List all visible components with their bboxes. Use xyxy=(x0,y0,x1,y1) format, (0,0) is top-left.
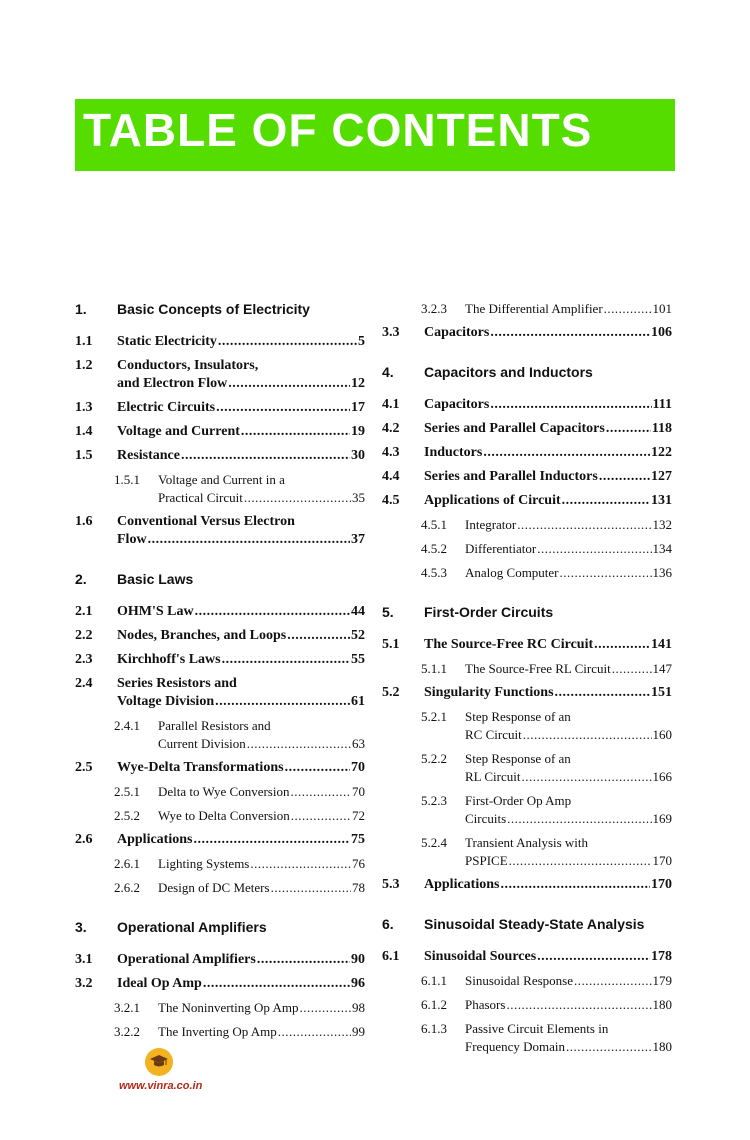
section-number: 5.2.4 xyxy=(421,835,447,850)
page-number: 136 xyxy=(652,565,672,580)
dot-leader xyxy=(566,1038,651,1056)
section-number: 2.5 xyxy=(75,760,93,775)
page-number: 111 xyxy=(652,397,672,412)
section-number: 2. xyxy=(75,571,87,587)
page-number: 96 xyxy=(351,976,365,991)
page-number: 19 xyxy=(351,424,365,439)
section-number: 5.2 xyxy=(382,685,400,700)
page-number: 63 xyxy=(352,736,365,751)
section-number: 3.2.1 xyxy=(114,1000,140,1015)
dot-leader xyxy=(216,399,350,417)
entry-title: Wye-Delta Transformations xyxy=(117,760,284,775)
page-number: 147 xyxy=(652,661,672,676)
dot-leader xyxy=(604,300,652,318)
section-number: 4.2 xyxy=(382,421,400,436)
dot-leader xyxy=(257,951,350,969)
dot-leader xyxy=(290,783,351,801)
entry-title: Applications of Circuit xyxy=(424,493,561,508)
entry-title: Operational Amplifiers xyxy=(117,952,256,967)
title-banner xyxy=(75,99,675,171)
entry-title: Inductors xyxy=(424,445,483,460)
page-number: 151 xyxy=(651,685,672,700)
section-number: 3.3 xyxy=(382,325,400,340)
section-number: 4.5.1 xyxy=(421,517,447,532)
entry-title: and Electron Flow xyxy=(117,376,228,391)
page-number: 5 xyxy=(358,334,365,349)
page-number: 134 xyxy=(652,541,672,556)
graduation-cap-logo-icon xyxy=(145,1048,173,1076)
section-number: 6.1 xyxy=(382,949,400,964)
page-number: 141 xyxy=(651,637,672,652)
entry-title: Series Resistors and xyxy=(117,676,237,691)
dot-leader xyxy=(500,876,650,894)
section-number: 2.1 xyxy=(75,604,93,619)
entry-title: Capacitors and Inductors xyxy=(424,364,593,380)
entry-title: Capacitors xyxy=(424,325,490,340)
entry-title: Parallel Resistors and xyxy=(158,718,271,733)
page-number: 55 xyxy=(351,652,365,667)
entry-title: Step Response of an xyxy=(465,709,571,724)
entry-title: Frequency Domain xyxy=(465,1039,566,1054)
page-number: 72 xyxy=(352,808,365,823)
dot-leader xyxy=(574,972,652,990)
entry-title: Resistance xyxy=(117,448,180,463)
entry-title: Differentiator xyxy=(465,541,537,556)
entry-title: Electric Circuits xyxy=(117,400,216,415)
entry-title: Passive Circuit Elements in xyxy=(465,1021,609,1036)
entry-title: Conventional Versus Electron xyxy=(117,514,295,529)
section-number: 2.3 xyxy=(75,652,93,667)
section-number: 1.2 xyxy=(75,358,93,373)
section-number: 4.1 xyxy=(382,397,400,412)
page-number: 160 xyxy=(652,727,672,742)
entry-title: First-Order Circuits xyxy=(424,604,554,620)
entry-title: The Differential Amplifier xyxy=(465,301,603,316)
page-number: 179 xyxy=(652,973,672,988)
entry-title: The Noninverting Op Amp xyxy=(158,1000,299,1015)
section-number: 5.2.3 xyxy=(421,793,447,808)
section-number: 2.5.2 xyxy=(114,808,140,823)
dot-leader xyxy=(523,726,652,744)
page-number: 132 xyxy=(652,517,672,532)
page-number: 101 xyxy=(652,301,672,316)
entry-title: Delta to Wye Conversion xyxy=(158,784,290,799)
dot-leader xyxy=(537,540,651,558)
page-number: 37 xyxy=(351,532,365,547)
page-number: 12 xyxy=(351,376,365,391)
entry-title: Sinusoidal Sources xyxy=(424,949,537,964)
entry-title: Circuits xyxy=(465,811,507,826)
dot-leader xyxy=(215,693,350,711)
section-number: 1.5.1 xyxy=(114,472,140,487)
dot-leader xyxy=(278,1023,351,1041)
entry-title: Series and Parallel Capacitors xyxy=(424,421,605,436)
entry-title: Sinusoidal Steady-State Analysis xyxy=(424,916,645,932)
section-number: 5.1.1 xyxy=(421,661,447,676)
dot-leader xyxy=(537,948,650,966)
dot-leader xyxy=(506,996,651,1014)
dot-leader xyxy=(562,492,650,510)
page-number: 70 xyxy=(352,784,365,799)
page-number: 131 xyxy=(651,493,672,508)
entry-title: Ideal Op Amp xyxy=(117,976,202,991)
section-number: 2.5.1 xyxy=(114,784,140,799)
entry-title: Applications xyxy=(117,832,193,847)
entry-title: Basic Laws xyxy=(117,571,194,587)
page-number: 180 xyxy=(652,997,672,1012)
entry-title: Transient Analysis with xyxy=(465,835,589,850)
page-number: 127 xyxy=(651,469,672,484)
page-number: 169 xyxy=(652,811,672,826)
section-number: 3.1 xyxy=(75,952,93,967)
section-number: 1.1 xyxy=(75,334,93,349)
entry-title: The Inverting Op Amp xyxy=(158,1024,277,1039)
page-number: 170 xyxy=(651,877,672,892)
section-number: 6. xyxy=(382,916,394,932)
dot-leader xyxy=(606,420,651,438)
dot-leader xyxy=(517,516,651,534)
page-number: 98 xyxy=(352,1000,365,1015)
entry-title: Basic Concepts of Electricity xyxy=(117,301,310,317)
section-number: 3.2.3 xyxy=(421,301,447,316)
section-number: 6.1.3 xyxy=(421,1021,447,1036)
section-number: 4.4 xyxy=(382,469,400,484)
page-number: 61 xyxy=(351,694,365,709)
dot-leader xyxy=(594,636,650,654)
section-number: 5.3 xyxy=(382,877,400,892)
page-number: 99 xyxy=(352,1024,365,1039)
entry-title: Current Division xyxy=(158,736,246,751)
page-number: 35 xyxy=(352,490,365,505)
dot-leader xyxy=(599,468,650,486)
dot-leader xyxy=(193,831,350,849)
section-number: 1.4 xyxy=(75,424,93,439)
entry-title: The Source-Free RL Circuit xyxy=(465,661,611,676)
entry-title: RL Circuit xyxy=(465,769,521,784)
entry-title: OHM'S Law xyxy=(117,604,194,619)
section-number: 5.2.2 xyxy=(421,751,447,766)
section-number: 1.3 xyxy=(75,400,93,415)
dot-leader xyxy=(483,444,650,462)
entry-title: Voltage and Current in a xyxy=(158,472,285,487)
section-number: 4.5 xyxy=(382,493,400,508)
dot-leader xyxy=(490,396,651,414)
page-number: 180 xyxy=(652,1039,672,1054)
entry-title: Design of DC Meters xyxy=(158,880,270,895)
section-number: 2.4 xyxy=(75,676,93,691)
entry-title: Applications xyxy=(424,877,500,892)
entry-title: Analog Computer xyxy=(465,565,559,580)
page-number: 78 xyxy=(352,880,365,895)
entry-title: Flow xyxy=(117,532,147,547)
section-number: 1.5 xyxy=(75,448,93,463)
entry-title: Sinusoidal Response xyxy=(465,973,573,988)
dot-leader xyxy=(490,324,650,342)
dot-leader xyxy=(522,768,652,786)
dot-leader xyxy=(218,333,357,351)
entry-title: Integrator xyxy=(465,517,517,532)
section-number: 4. xyxy=(382,364,394,380)
entry-title: Practical Circuit xyxy=(158,490,243,505)
entry-title: Phasors xyxy=(465,997,506,1012)
dot-leader xyxy=(250,855,351,873)
entry-title: Step Response of an xyxy=(465,751,571,766)
section-number: 4.5.3 xyxy=(421,565,447,580)
section-number: 3.2.2 xyxy=(114,1024,140,1039)
dot-leader xyxy=(291,807,351,825)
entry-title: Capacitors xyxy=(424,397,490,412)
entry-title: Conductors, Insulators, xyxy=(117,358,259,373)
page-number: 118 xyxy=(651,421,672,436)
dot-leader xyxy=(287,627,350,645)
page-title: TABLE OF CONTENTS xyxy=(83,104,593,156)
website-url: www.vinra.co.in xyxy=(119,1080,203,1092)
section-number: 4.5.2 xyxy=(421,541,447,556)
page-number: 44 xyxy=(351,604,365,619)
entry-title: Voltage Division xyxy=(117,694,215,709)
page-number: 178 xyxy=(651,949,672,964)
entry-title: Wye to Delta Conversion xyxy=(158,808,290,823)
section-number: 5. xyxy=(382,604,394,620)
dot-leader xyxy=(241,423,350,441)
entry-title: Voltage and Current xyxy=(117,424,240,439)
dot-leader xyxy=(509,852,652,870)
page-number: 75 xyxy=(351,832,365,847)
dot-leader xyxy=(244,489,351,507)
section-number: 2.4.1 xyxy=(114,718,140,733)
section-number: 3.2 xyxy=(75,976,93,991)
entry-title: Operational Amplifiers xyxy=(117,919,267,935)
entry-title: First-Order Op Amp xyxy=(465,793,572,808)
entry-title: Static Electricity xyxy=(117,334,217,349)
dot-leader xyxy=(507,810,651,828)
dot-leader xyxy=(247,735,351,753)
section-number: 2.6 xyxy=(75,832,93,847)
entry-title: Lighting Systems xyxy=(158,856,250,871)
dot-leader xyxy=(222,651,350,669)
page-number: 17 xyxy=(351,400,365,415)
section-number: 3. xyxy=(75,919,87,935)
entry-title: Kirchhoff's Laws xyxy=(117,652,221,667)
entry-title: Series and Parallel Inductors xyxy=(424,469,598,484)
entry-title: PSPICE xyxy=(465,853,508,868)
section-number: 1. xyxy=(75,301,87,317)
section-number: 2.2 xyxy=(75,628,93,643)
dot-leader xyxy=(271,879,351,897)
page-number: 30 xyxy=(351,448,365,463)
page-number: 76 xyxy=(352,856,365,871)
entry-title: Singularity Functions xyxy=(424,685,554,700)
page-number: 122 xyxy=(651,445,672,460)
dot-leader xyxy=(148,531,350,549)
page-number: 106 xyxy=(651,325,672,340)
page-number: 70 xyxy=(351,760,365,775)
dot-leader xyxy=(555,684,650,702)
dot-leader xyxy=(195,603,350,621)
dot-leader xyxy=(285,759,350,777)
page-number: 90 xyxy=(351,952,365,967)
entry-title: The Source-Free RC Circuit xyxy=(424,637,594,652)
section-number: 2.6.1 xyxy=(114,856,140,871)
section-number: 4.3 xyxy=(382,445,400,460)
section-number: 6.1.1 xyxy=(421,973,447,988)
section-number: 1.6 xyxy=(75,514,93,529)
section-number: 6.1.2 xyxy=(421,997,447,1012)
page-number: 170 xyxy=(652,853,672,868)
dot-leader xyxy=(181,447,350,465)
entry-title: Nodes, Branches, and Loops xyxy=(117,628,287,643)
dot-leader xyxy=(612,660,652,678)
dot-leader xyxy=(203,975,350,993)
section-number: 5.1 xyxy=(382,637,400,652)
dot-leader xyxy=(228,375,350,393)
page-number: 166 xyxy=(652,769,672,784)
page-number: 52 xyxy=(351,628,365,643)
section-number: 5.2.1 xyxy=(421,709,447,724)
entry-title: RC Circuit xyxy=(465,727,522,742)
dot-leader xyxy=(299,999,351,1017)
dot-leader xyxy=(560,564,652,582)
section-number: 2.6.2 xyxy=(114,880,140,895)
